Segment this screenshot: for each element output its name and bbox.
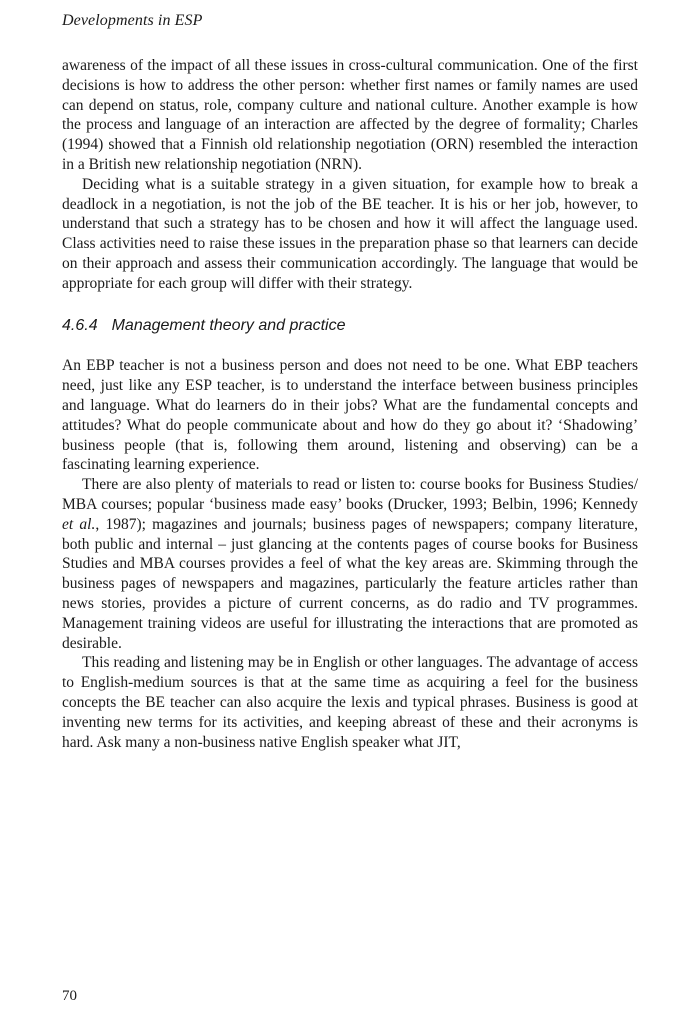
page-number: 70: [62, 988, 77, 1004]
paragraph-strategy: Deciding what is a suitable strategy in a given situation, for example how to break a deadlock in a negotiation, is not the job of the BE teacher. It is his or her job, however, to understand that such a strategy has to be chosen and how it will affect the language used. Class activities need to raise these issues in the preparation phase so that learners can decide on their approach and assess their communication accordingly. The language that would be appropriate for each group will differ with their strategy.: [62, 175, 638, 292]
materials-text-a: There are also plenty of materials to read or listen to: course books for Business Studies/ MBA courses; popular ‘business made easy’ books (Drucker, 1993; Belbin, 1996; Kennedy: [62, 476, 638, 513]
materials-text-b: , 1987); magazines and journals; business pages of newspapers; company literature, both public and internal – just glancing at the contents pages of course books for Business Studies and MBA courses provides a feel of what the key areas are. Skimming through the business pages of newspapers and magazines, particularly the feature articles rather than news stories, provides a picture of current concerns, as do radio and TV programmes. Management training videos are useful for illustrating the interactions that are promoted as desirable.: [62, 515, 639, 652]
section-number: 4.6.4: [62, 316, 98, 334]
section-title: Management theory and practice: [111, 316, 346, 334]
body-text: [62, 56, 638, 752]
et-al-italic: et al.: [62, 515, 96, 533]
paragraph-ebp-teacher: An EBP teacher is not a business person and does not need to be one. What EBP teachers need, just like any ESP teacher, is to understand the interface between business principles and language. What do learners do in their jobs? What are the fundamental concepts and attitudes? What do people communicate about and how do they go about it? ‘Shadowing’ business people (that is, following them around, listening and observing) can be a fascinating learning experience.: [62, 357, 638, 474]
paragraph-continued: awareness of the impact of all these issues in cross-cultural communication. One of the first decisions is how to address the other person: whether first names or family names are used can depend on status, role, company culture and national culture. Another example is how the process and language of an interaction are affected by the degree of formality; Charles (1994) showed that a Finnish old relationship negotiation (ORN) resembled the interaction in a British new relationship negotiation (NRN).: [62, 57, 638, 173]
running-head: Developments in ESP: [62, 12, 203, 29]
paragraph-materials: [62, 475, 638, 653]
section-heading: [62, 316, 638, 336]
paragraph-reading-listening: This reading and listening may be in English or other languages. The advantage of access to English-medium sources is that at the same time as acquiring a feel for the business concepts the BE teacher can also acquire the lexis and typical phrases. Business is good at inventing new terms for its activities, and keeping abreast of these and their acronyms is hard. Ask many a non-business native English speaker what JIT,: [62, 654, 638, 751]
